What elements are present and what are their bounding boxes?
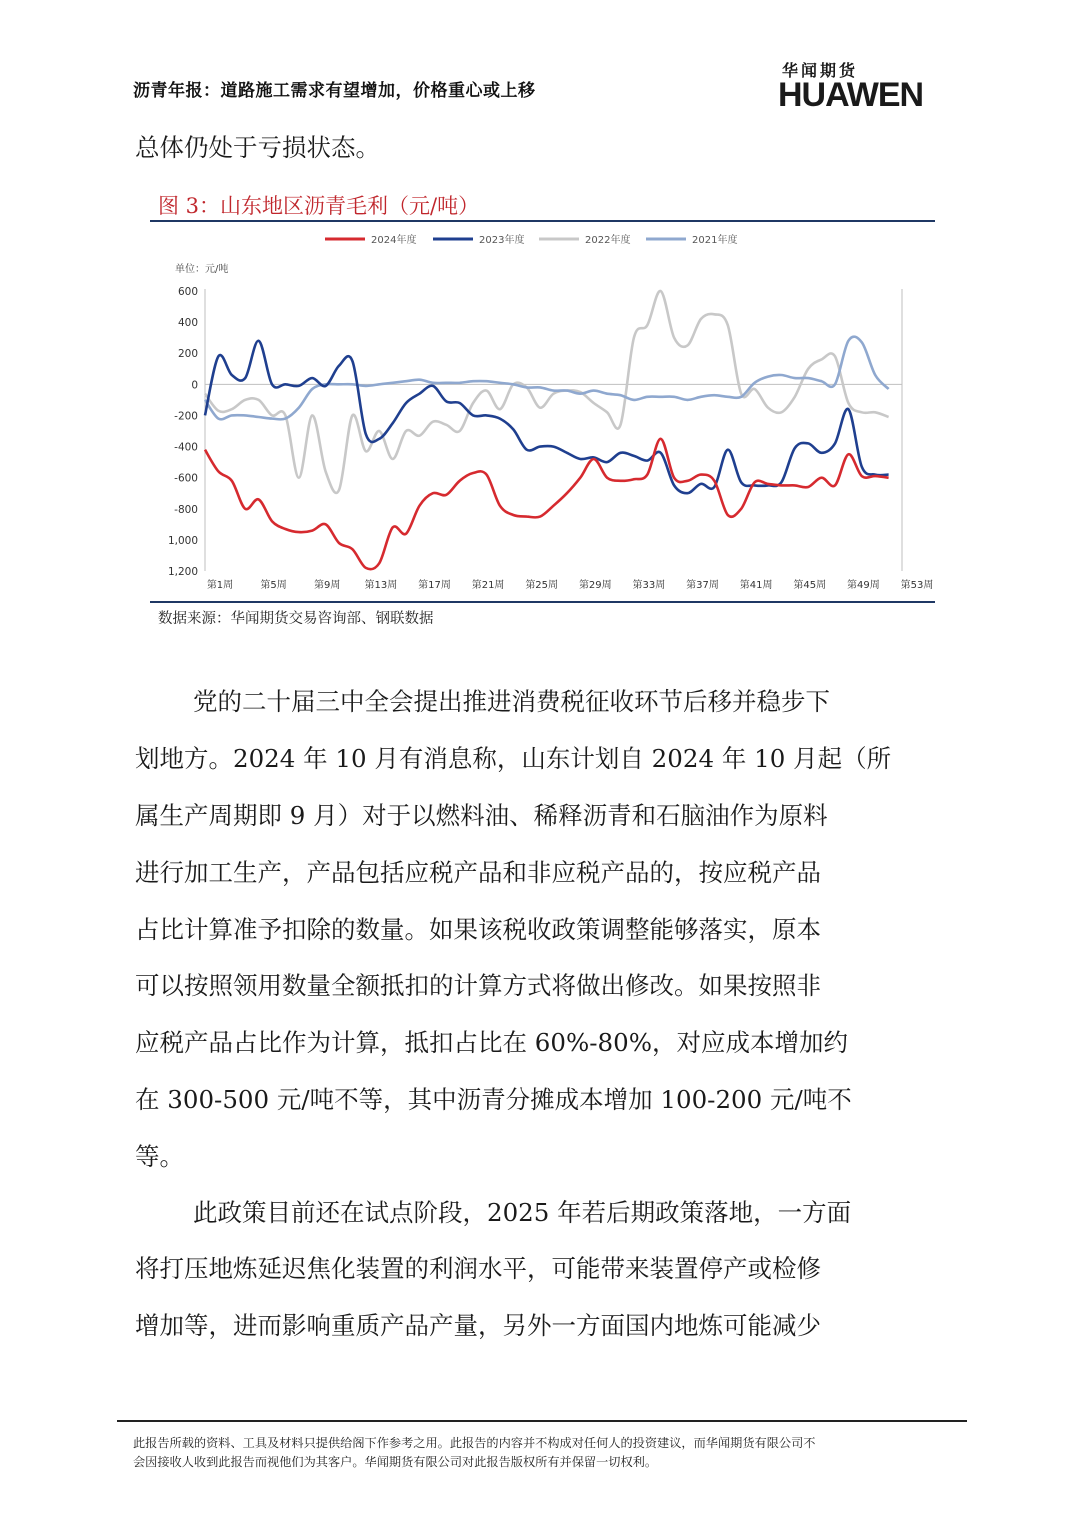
- x-tick-label: 第13周: [364, 580, 398, 591]
- x-tick-label: 第49周: [847, 580, 880, 591]
- y-tick-label: 1,000: [167, 534, 198, 547]
- y-tick-label: -200: [174, 410, 198, 423]
- disclaimer-line-2: 会因接收人收到此报告而视他们为其客户。华闻期货有限公司对此报告版权所有并保留一切权利。: [133, 1455, 658, 1469]
- chart-legend: [325, 233, 737, 246]
- disclaimer-line-1: 此报告所载的资料、工具及材料只提供给阁下作参考之用。此报告的内容并不构成对任何人的投资建议，而华闻期货有限公司不: [133, 1436, 816, 1450]
- series-line-2024年度: [205, 439, 889, 569]
- paragraph-line: 在 300-500 元/吨不等，其中沥青分摊成本增加 100-200 元/吨不: [135, 1085, 852, 1114]
- y-tick-label: 600: [177, 286, 198, 298]
- paragraph-line: 划地方。2024 年 10 月有消息称，山东计划自 2024 年 10 月起（所: [135, 744, 892, 773]
- legend-label: 2021年度: [692, 235, 738, 246]
- figure-bottom-rule: [150, 601, 935, 603]
- paragraph-line: 属生产周期即 9 月）对于以燃料油、稀释沥青和石脑油作为原料: [135, 801, 828, 830]
- y-tick-label: 0: [191, 379, 198, 392]
- y-tick-label: 1,200: [167, 566, 198, 578]
- chart-unit-label: 单位：元/吨: [175, 264, 229, 275]
- x-tick-label: 第17周: [418, 580, 451, 591]
- x-tick-label: 第9周: [314, 580, 341, 591]
- y-tick-label: -400: [174, 441, 198, 454]
- figure-title: 图 3：山东地区沥青毛利（元/吨）: [158, 194, 480, 218]
- y-tick-label: -800: [174, 503, 198, 516]
- paragraph-line: 增加等，进而影响重质产品产量，另外一方面国内地炼可能减少: [135, 1311, 821, 1340]
- x-tick-label: 第33周: [632, 580, 666, 591]
- x-tick-label: 第1周: [206, 580, 234, 591]
- figure-top-rule: [150, 220, 935, 222]
- x-tick-label: 第45周: [793, 580, 827, 591]
- paragraph-line: 党的二十届三中全会提出推进消费税征收环节后移并稳步下: [193, 687, 830, 716]
- chart-series: [205, 291, 889, 569]
- y-tick-label: 400: [177, 317, 198, 330]
- paragraph-line: 进行加工生产，产品包括应税产品和非应税产品的，按应税产品: [135, 858, 821, 887]
- x-tick-label: 第41周: [739, 580, 773, 591]
- x-tick-label: 第5周: [260, 580, 287, 591]
- legend-label: 2023年度: [479, 235, 525, 246]
- x-axis: [207, 578, 934, 591]
- paragraph-line: 将打压地炼延迟焦化装置的利润水平，可能带来装置停产或检修: [135, 1254, 821, 1283]
- legend-label: 2022年度: [585, 235, 631, 246]
- paragraph-line: 此政策目前还在试点阶段，2025 年若后期政策落地，一方面: [193, 1198, 852, 1227]
- legend-label: 2024年度: [371, 235, 417, 246]
- x-tick-label: 第29周: [578, 580, 612, 591]
- logo-english-text: HUAWEN: [778, 76, 924, 114]
- y-tick-label: -600: [174, 472, 198, 485]
- y-axis: [168, 286, 902, 578]
- report-header-title: 沥青年报：道路施工需求有望增加，价格重心或上移: [133, 81, 536, 101]
- paragraph-line: 应税产品占比作为计算，抵扣占比在 60%-80%，对应成本增加约: [135, 1028, 848, 1057]
- series-line-2023年度: [205, 341, 889, 493]
- paragraph-line: 占比计算准予扣除的数量。如果该税收政策调整能够落实，原本: [135, 915, 821, 944]
- figure-source: 数据来源：华闻期货交易咨询部、钢联数据: [158, 611, 434, 627]
- y-tick-label: 200: [177, 348, 198, 361]
- series-line-2022年度: [205, 291, 889, 493]
- huawen-logo: [778, 58, 948, 114]
- paragraph-line: 可以按照领用数量全额抵扣的计算方式将做出修改。如果按照非: [135, 971, 821, 1000]
- x-tick-label: 第25周: [525, 580, 559, 591]
- x-tick-label: 第21周: [471, 580, 505, 591]
- paragraph-line: 等。: [135, 1142, 184, 1171]
- gross-margin-chart: [150, 226, 940, 600]
- chart-svg: [150, 226, 940, 600]
- intro-text: 总体仍处于亏损状态。: [135, 133, 380, 162]
- footer-rule: [117, 1420, 967, 1422]
- logo-chinese-text: 华闻期货: [782, 61, 859, 80]
- x-tick-label: 第53周: [900, 580, 934, 591]
- x-tick-label: 第37周: [686, 580, 719, 591]
